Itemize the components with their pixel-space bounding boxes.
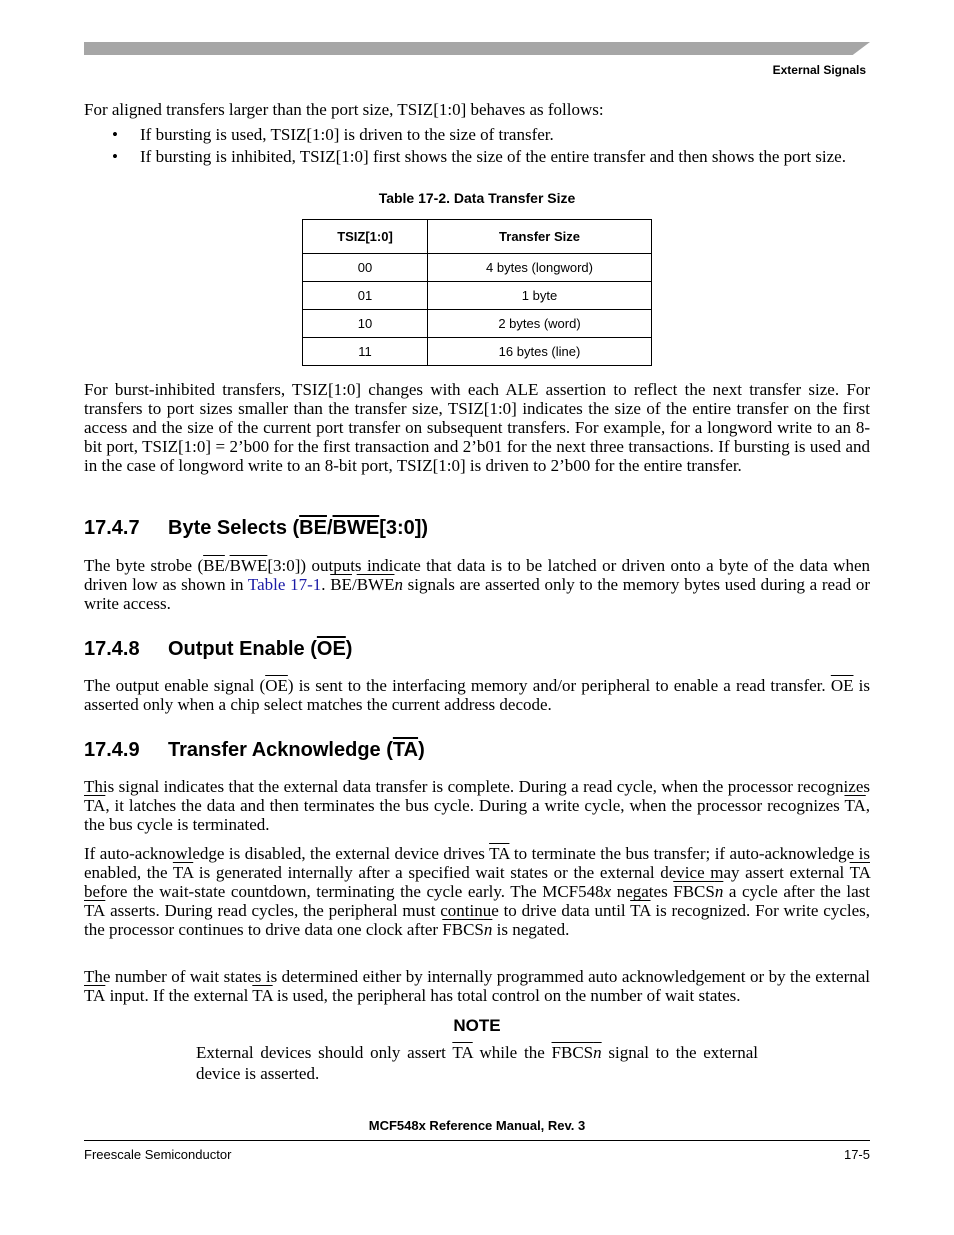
- table-cell: 10: [303, 310, 428, 338]
- column-header: TSIZ[1:0]: [303, 220, 428, 254]
- section-heading-17-4-9: 17.4.9 Transfer Acknowledge $(\overline{TA})$: [84, 739, 425, 761]
- transfer-ack-paragraph-1: This signal indicates that the external data transfer is complete. During a read cycle, when the processor recognizes $\overline{TA}$, it latches the data and then terminates the bus cycle. During a write cycle, when the processor recognizes $\overline{TA}$, the bus cycle is terminated.: [84, 777, 870, 834]
- table-17-1-link[interactable]: Table 17-1: [247, 575, 322, 594]
- company-name: Freescale Semiconductor: [84, 1147, 232, 1162]
- table-row: [303, 338, 652, 366]
- byte-selects-paragraph: The byte strobe $(\overline{BE}/\overline{BWE}[3:0])$ outputs indicate that data is to be latched or driven onto a byte of the data when driven low as shown in Table 17-1. $\overline{BE}/\overline{BWE}n$ signals are asserted only to the memory bytes used during a read or write access.: [84, 556, 871, 613]
- table-caption: Table 17-2. Data Transfer Size: [378, 190, 576, 206]
- section-number: 17.4.8: [84, 638, 140, 660]
- footer-divider: [84, 1140, 870, 1141]
- bullet-item: • If bursting is inhibited, TSIZ[1:0] first shows the size of the entire transfer and then shows the port size.: [84, 147, 870, 166]
- note-body: External devices should only assert $\overline{TA}$ while the FBCSn signal to the external device is asserted.: [196, 1043, 759, 1083]
- bullet-list: [84, 125, 870, 169]
- section-heading-17-4-8: 17.4.8 Output Enable $(\overline{OE})$: [84, 638, 353, 660]
- note-title: NOTE: [453, 1016, 501, 1035]
- table-cell: 2 bytes (word): [428, 310, 652, 338]
- burst-paragraph: For burst-inhibited transfers, TSIZ[1:0] changes with each ALE assertion to reflect the next transfer size. For transfers to port sizes smaller than the transfer size, TSIZ[1:0] indicates the size of the entire transfer on the first access and the size of the current port transfer on subsequent transfers. For example, for a longword write to an 8-bit port, TSIZ[1:0] = 2’b00 for the first transaction and 2’b01 for the next three transactions. If bursting is used and in the case of longword write to an 8-bit port, TSIZ[1:0] is driven to 2’b00 for the entire transfer.: [84, 380, 870, 475]
- intro-paragraph: For aligned transfers larger than the port size, TSIZ[1:0] behaves as follows:: [84, 100, 604, 119]
- section-number: 17.4.9: [84, 739, 140, 761]
- running-title: External Signals: [772, 63, 866, 77]
- table-cell: 11: [303, 338, 428, 366]
- section-number: 17.4.7: [84, 517, 140, 539]
- header-bar: [84, 42, 870, 55]
- table-header-row: [303, 220, 652, 254]
- bullet-item: • If bursting is used, TSIZ[1:0] is driven to the size of transfer.: [84, 125, 870, 144]
- table-row: [303, 310, 652, 338]
- table-cell: 16 bytes (line): [428, 338, 652, 366]
- table-cell: 4 bytes (longword): [428, 254, 652, 282]
- column-header: Transfer Size: [428, 220, 652, 254]
- output-enable-paragraph: The output enable signal $(\overline{OE})$ is sent to the interfacing memory and/or peripheral to enable a read transfer. $\overline{OE}$ is asserted only when a chip select matches the current address decode.: [84, 676, 870, 714]
- transfer-ack-paragraph-3: The number of wait states is determined either by internally programmed auto acknowledgement or by the external $\overline{TA}$ input. If the external $\overline{TA}$ is used, the peripheral has total control on the number of wait states.: [84, 967, 870, 1005]
- transfer-ack-paragraph-2: If auto-acknowledge is disabled, the external device drives $\overline{TA}$ to terminate the bus transfer; if auto-acknowledge is enabled, the $\overline{TA}$ is generated internally after a specified wait states or the external device may assert external $\overline{TA}$ before the wait-state countdown, terminating the cycle early. The MCF548x negates FBCSn a cycle after the last $\overline{TA}$ asserts. During read cycles, the peripheral must continue to drive data until $\overline{TA}$ is recognized. For write cycles, the processor continues to drive data one clock after FBCSn is negated.: [84, 844, 871, 939]
- page-number: 17-5: [843, 1147, 870, 1162]
- table-row: [303, 282, 652, 310]
- table-row: [303, 254, 652, 282]
- table-cell: 00: [303, 254, 428, 282]
- table-cell: 1 byte: [428, 282, 652, 310]
- manual-title: MCF548x Reference Manual, Rev. 3: [368, 1118, 586, 1133]
- table-cell: 01: [303, 282, 428, 310]
- section-heading-17-4-7: 17.4.7 Byte Selects $(\overline{BE}/\overline{BWE}[3:0])$: [84, 517, 429, 539]
- data-transfer-size-table: [302, 219, 652, 366]
